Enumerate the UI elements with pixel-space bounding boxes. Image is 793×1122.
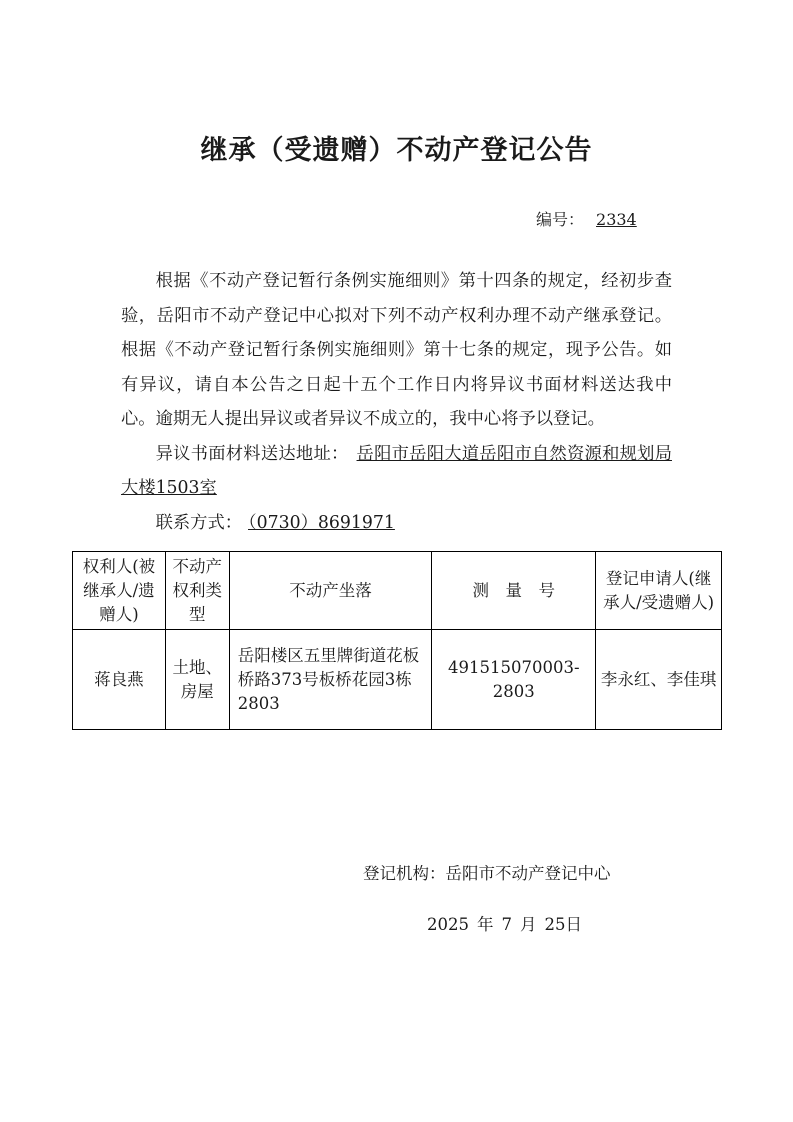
header-location: 不动产坐落 [229,552,432,630]
header-applicant: 登记申请人(继承人/受遗赠人) [596,552,722,630]
notice-date [427,911,590,935]
date-month-unit: 月 [520,915,537,934]
table-row [73,630,722,730]
header-right-type: 不动产权利类型 [165,552,229,630]
date-month: 7 [501,915,512,934]
agency-label: 登记机构： [363,864,446,883]
cell-applicant: 李永红、李佳琪 [596,630,722,730]
registry-table [72,551,722,730]
date-day-unit: 日 [565,915,582,934]
objection-address-label: 异议书面材料送达地址： [155,443,349,464]
header-rights-holder: 权利人(被继承人/遗赠人) [73,552,166,630]
notice-number-label: 编号： [536,210,585,229]
table-header-row [73,552,722,630]
objection-address [121,437,672,506]
objection-address-value: 岳阳市岳阳大道岳阳市自然资源和规划局大楼1503室 [121,443,672,498]
contact-label: 联系方式： [155,512,243,533]
header-survey-number: 测 量 号 [432,552,596,630]
cell-right-type: 土地、房屋 [165,630,229,730]
notice-number [536,207,637,230]
notice-body [121,264,672,540]
contact-info [121,506,672,541]
cell-rights-holder: 蒋良燕 [73,630,166,730]
registration-agency [363,860,611,884]
date-year-unit: 年 [477,915,494,934]
cell-survey-number: 491515070003-2803 [432,630,596,730]
date-day: 25 [544,915,566,934]
cell-location: 岳阳楼区五里牌街道花板桥路373号板桥花园3栋2803 [229,630,432,730]
contact-value: （0730）8691971 [248,512,395,533]
notice-title: 继承（受遗赠）不动产登记公告 [200,135,593,166]
notice-paragraph: 根据《不动产登记暂行条例实施细则》第十四条的规定，经初步查验，岳阳市不动产登记中心拟对下列不动产权利办理不动产继承登记。根据《不动产登记暂行条例实施细则》第十七条的规定，现予公告。如有异议，请自本公告之日起十五个工作日内将异议书面材料送达我中心。逾期无人提出异议或者异议不成立的，我中心将予以登记。 [121,271,672,429]
date-year: 2025 [427,915,469,934]
agency-value: 岳阳市不动产登记中心 [445,864,611,883]
notice-number-value: 2334 [596,210,637,229]
